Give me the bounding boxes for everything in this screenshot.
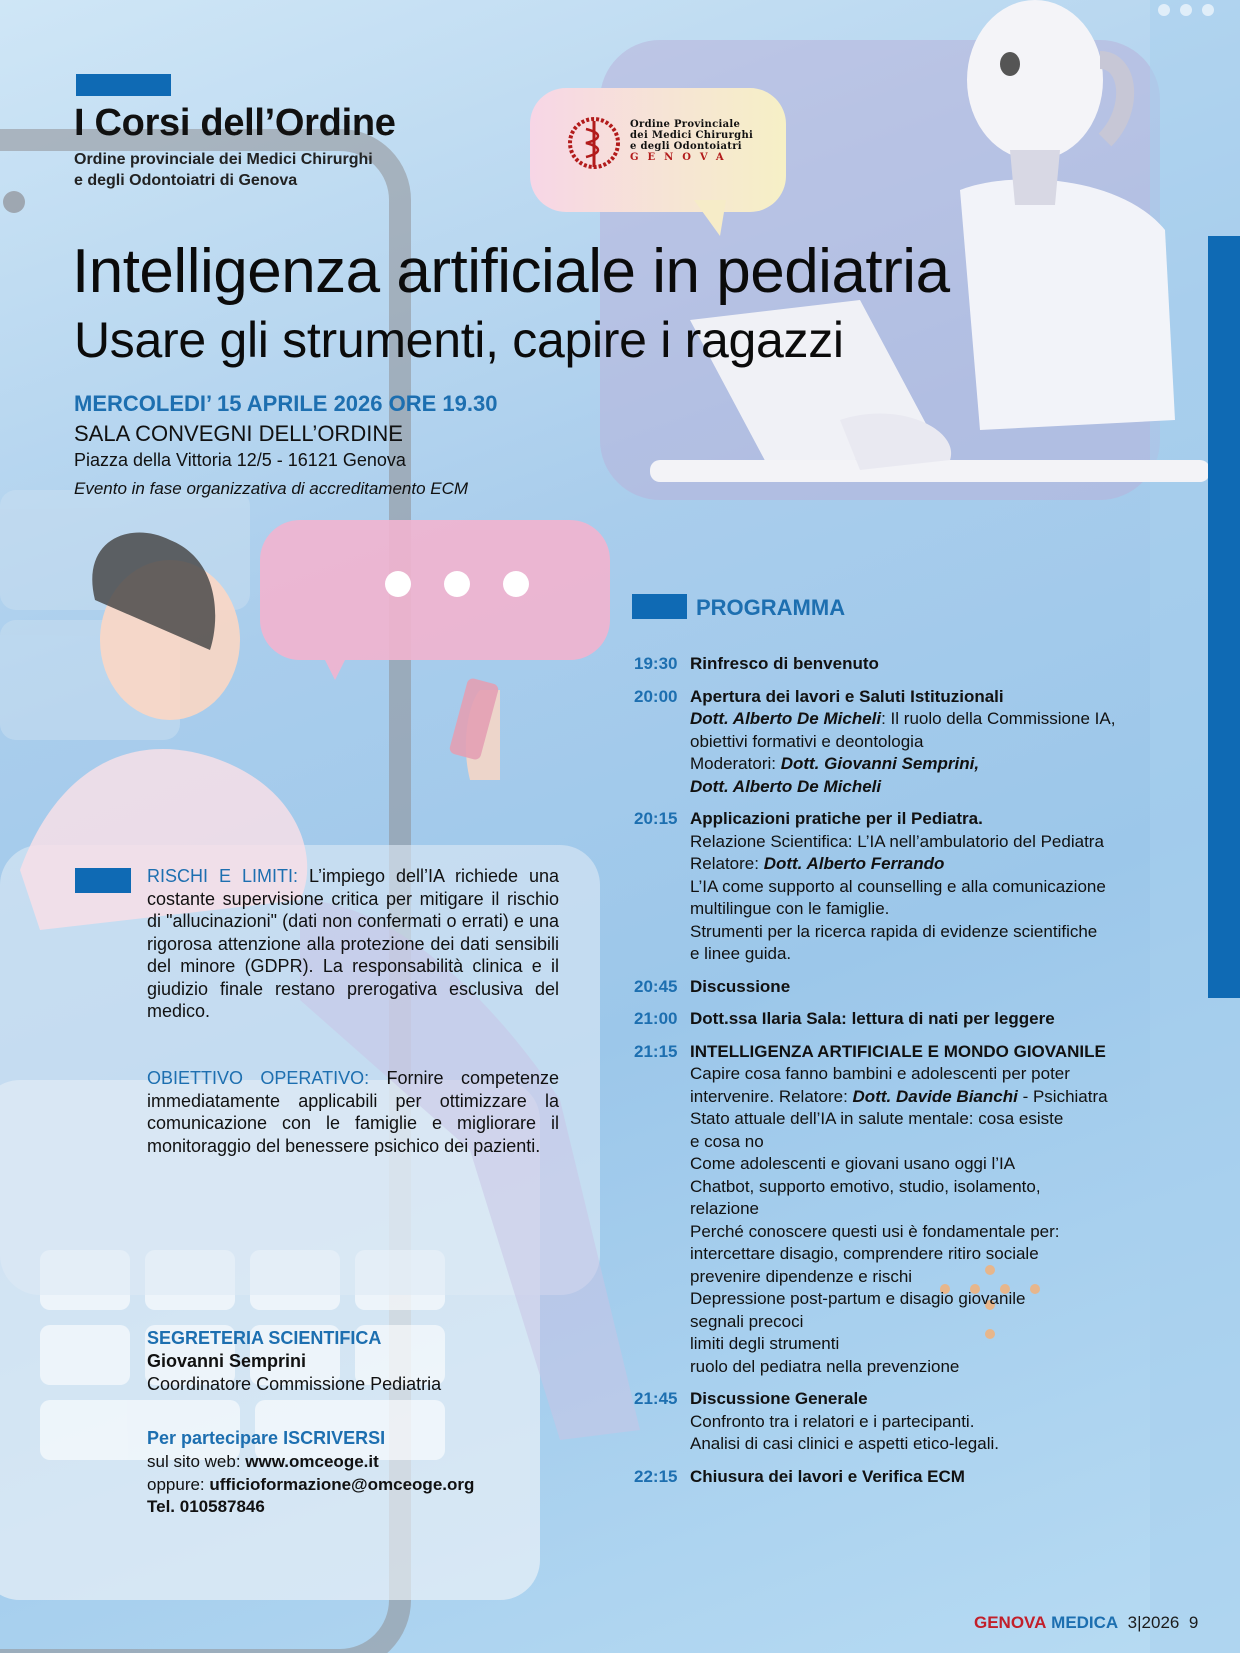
program-accent-bar bbox=[632, 594, 687, 619]
footer-page-number: 9 bbox=[1188, 1613, 1199, 1632]
logo-line3: e degli Odontoiatri bbox=[630, 141, 742, 152]
event-subtitle: Usare gli strumenti, capire i ragazzi bbox=[74, 312, 844, 368]
program-item: 21:45 Discussione Generale Confronto tra i relatori e i partecipanti. Analisi di casi clinici e aspetti etico-legali. bbox=[634, 1389, 999, 1453]
program-item: 20:45 Discussione bbox=[634, 976, 791, 996]
ecm-note: Evento in fase organizzativa di accreditamento ECM bbox=[74, 479, 469, 498]
program-item: 20:15 Applicazioni pratiche per il Pediatra. Relazione Scientifica: L’IA nell’ambulatorio del Pediatra Relatore: Dott. Alberto Ferrando L’IA come supporto al counselling e alla comunicazione multilingue con le famiglie. Strumenti per la ricerca rapida di evidenze scientifiche e linee guida. bbox=[634, 809, 1106, 963]
program-item: 22:15 Chiusura dei lavori e Verifica ECM bbox=[634, 1466, 965, 1486]
logo-line1: Ordine Provinciale bbox=[630, 119, 741, 130]
footer-issue: 3|2026 bbox=[1127, 1613, 1180, 1632]
event-venue: SALA CONVEGNI DELL’ORDINE bbox=[74, 421, 403, 446]
event-date: MERCOLEDI’ 15 APRILE 2026 ORE 19.30 bbox=[74, 391, 498, 416]
brand-title: I Corsi dell’Ordine bbox=[74, 102, 396, 144]
order-logo bbox=[566, 115, 766, 175]
program-item: 20:00 Apertura dei lavori e Saluti Istituzionali Dott. Alberto De Micheli: Il ruolo della Commissione IA, obiettivi formativi e deontologia Moderatori: Dott. Giovanni Semprini, Dott. Alberto De Micheli bbox=[634, 686, 1116, 796]
logo-bubble-tail bbox=[690, 200, 730, 240]
program-list bbox=[634, 653, 1194, 1498]
secretariat-role: Coordinatore Commissione Pediatria bbox=[147, 1374, 442, 1394]
registration-email-line: oppure: ufficioformazione@omceoge.org bbox=[147, 1474, 475, 1494]
secretariat-title: SEGRETERIA SCIENTIFICA bbox=[147, 1328, 382, 1348]
page-footer bbox=[974, 1613, 1214, 1633]
footer-mag-genova: GENOVA bbox=[974, 1613, 1047, 1632]
program-item: 19:30 Rinfresco di benvenuto bbox=[634, 654, 879, 673]
logo-line2: dei Medici Chirurghi bbox=[630, 130, 754, 141]
objective-label: OBIETTIVO OPERATIVO: bbox=[147, 1068, 370, 1088]
program-item: 21:15 INTELLIGENZA ARTIFICIALE E MONDO GIOVANILE Capire cosa fanno bambini e adolescenti per poter intervenire. Relatore: Dott. Davide Bianchi - Psichiatra Stato attuale dell’IA in salute mentale: cosa esiste e cosa no Come adolescenti e giovani usano oggi l’IA Chatbot, supporto emotivo, studio, isolamento, relazione Perché conoscere questi usi è fondamentale per: intercettare disagio, comprendere ritiro sociale prevenire dipendenze e rischi Depressione post-partum e disagio giovanile segnali precoci limiti degli strumenti ruolo del pediatra nella prevenzione bbox=[634, 1041, 1108, 1376]
registration-block bbox=[147, 1428, 567, 1519]
registration-title: Per partecipare ISCRIVERSI bbox=[147, 1428, 386, 1448]
secretariat-name: Giovanni Semprini bbox=[147, 1351, 307, 1371]
event-address: Piazza della Vittoria 12/5 - 16121 Genova bbox=[74, 450, 406, 470]
registration-web-line: sul sito web: www.omceoge.it bbox=[147, 1452, 379, 1471]
header-block bbox=[74, 102, 534, 191]
org-subtitle-line2: e degli Odontoiatri di Genova bbox=[74, 172, 298, 189]
org-subtitle-line1: Ordine provinciale dei Medici Chirurghi bbox=[74, 151, 373, 168]
header-accent-bar bbox=[76, 74, 171, 96]
objective-paragraph bbox=[147, 1067, 559, 1157]
logo-city: GENOVA bbox=[630, 152, 733, 163]
program-item: 21:00 Dott.ssa Ilaria Sala: lettura di nati per leggere bbox=[634, 1009, 1055, 1028]
risks-paragraph bbox=[147, 865, 559, 1023]
event-title: Intelligenza artificiale in pediatria bbox=[72, 237, 950, 306]
risks-label: RISCHI E LIMITI: bbox=[147, 866, 298, 886]
website-link[interactable]: www.omceoge.it bbox=[245, 1452, 379, 1471]
registration-phone: Tel. 010587846 bbox=[147, 1497, 265, 1516]
secretariat-block bbox=[147, 1328, 567, 1395]
risks-text: L’impiego dell’IA richiede una costante supervisione critica per mitigare il rischio di "allucinazioni" (dati non confermati o errati) e una rigorosa attenzione alla protezione dei dati sensibili del minore (GDPR). La responsabilità clinica e il giudizio finale restano prerogativa esclusiva del medico. bbox=[147, 866, 559, 1021]
email-link[interactable]: ufficioformazione@omceoge.org bbox=[209, 1474, 475, 1494]
objective-text: Fornire competenze immediatamente applicabili per ottimizzare la comunicazione con le famiglie e migliorare il monitoraggio del benessere psichico dei pazienti. bbox=[147, 1068, 559, 1156]
program-title: PROGRAMMA bbox=[696, 595, 846, 620]
footer-mag-medica: MEDICA bbox=[1051, 1613, 1119, 1632]
caduceus-seal-icon bbox=[566, 115, 622, 171]
risks-accent-bar bbox=[75, 868, 131, 893]
